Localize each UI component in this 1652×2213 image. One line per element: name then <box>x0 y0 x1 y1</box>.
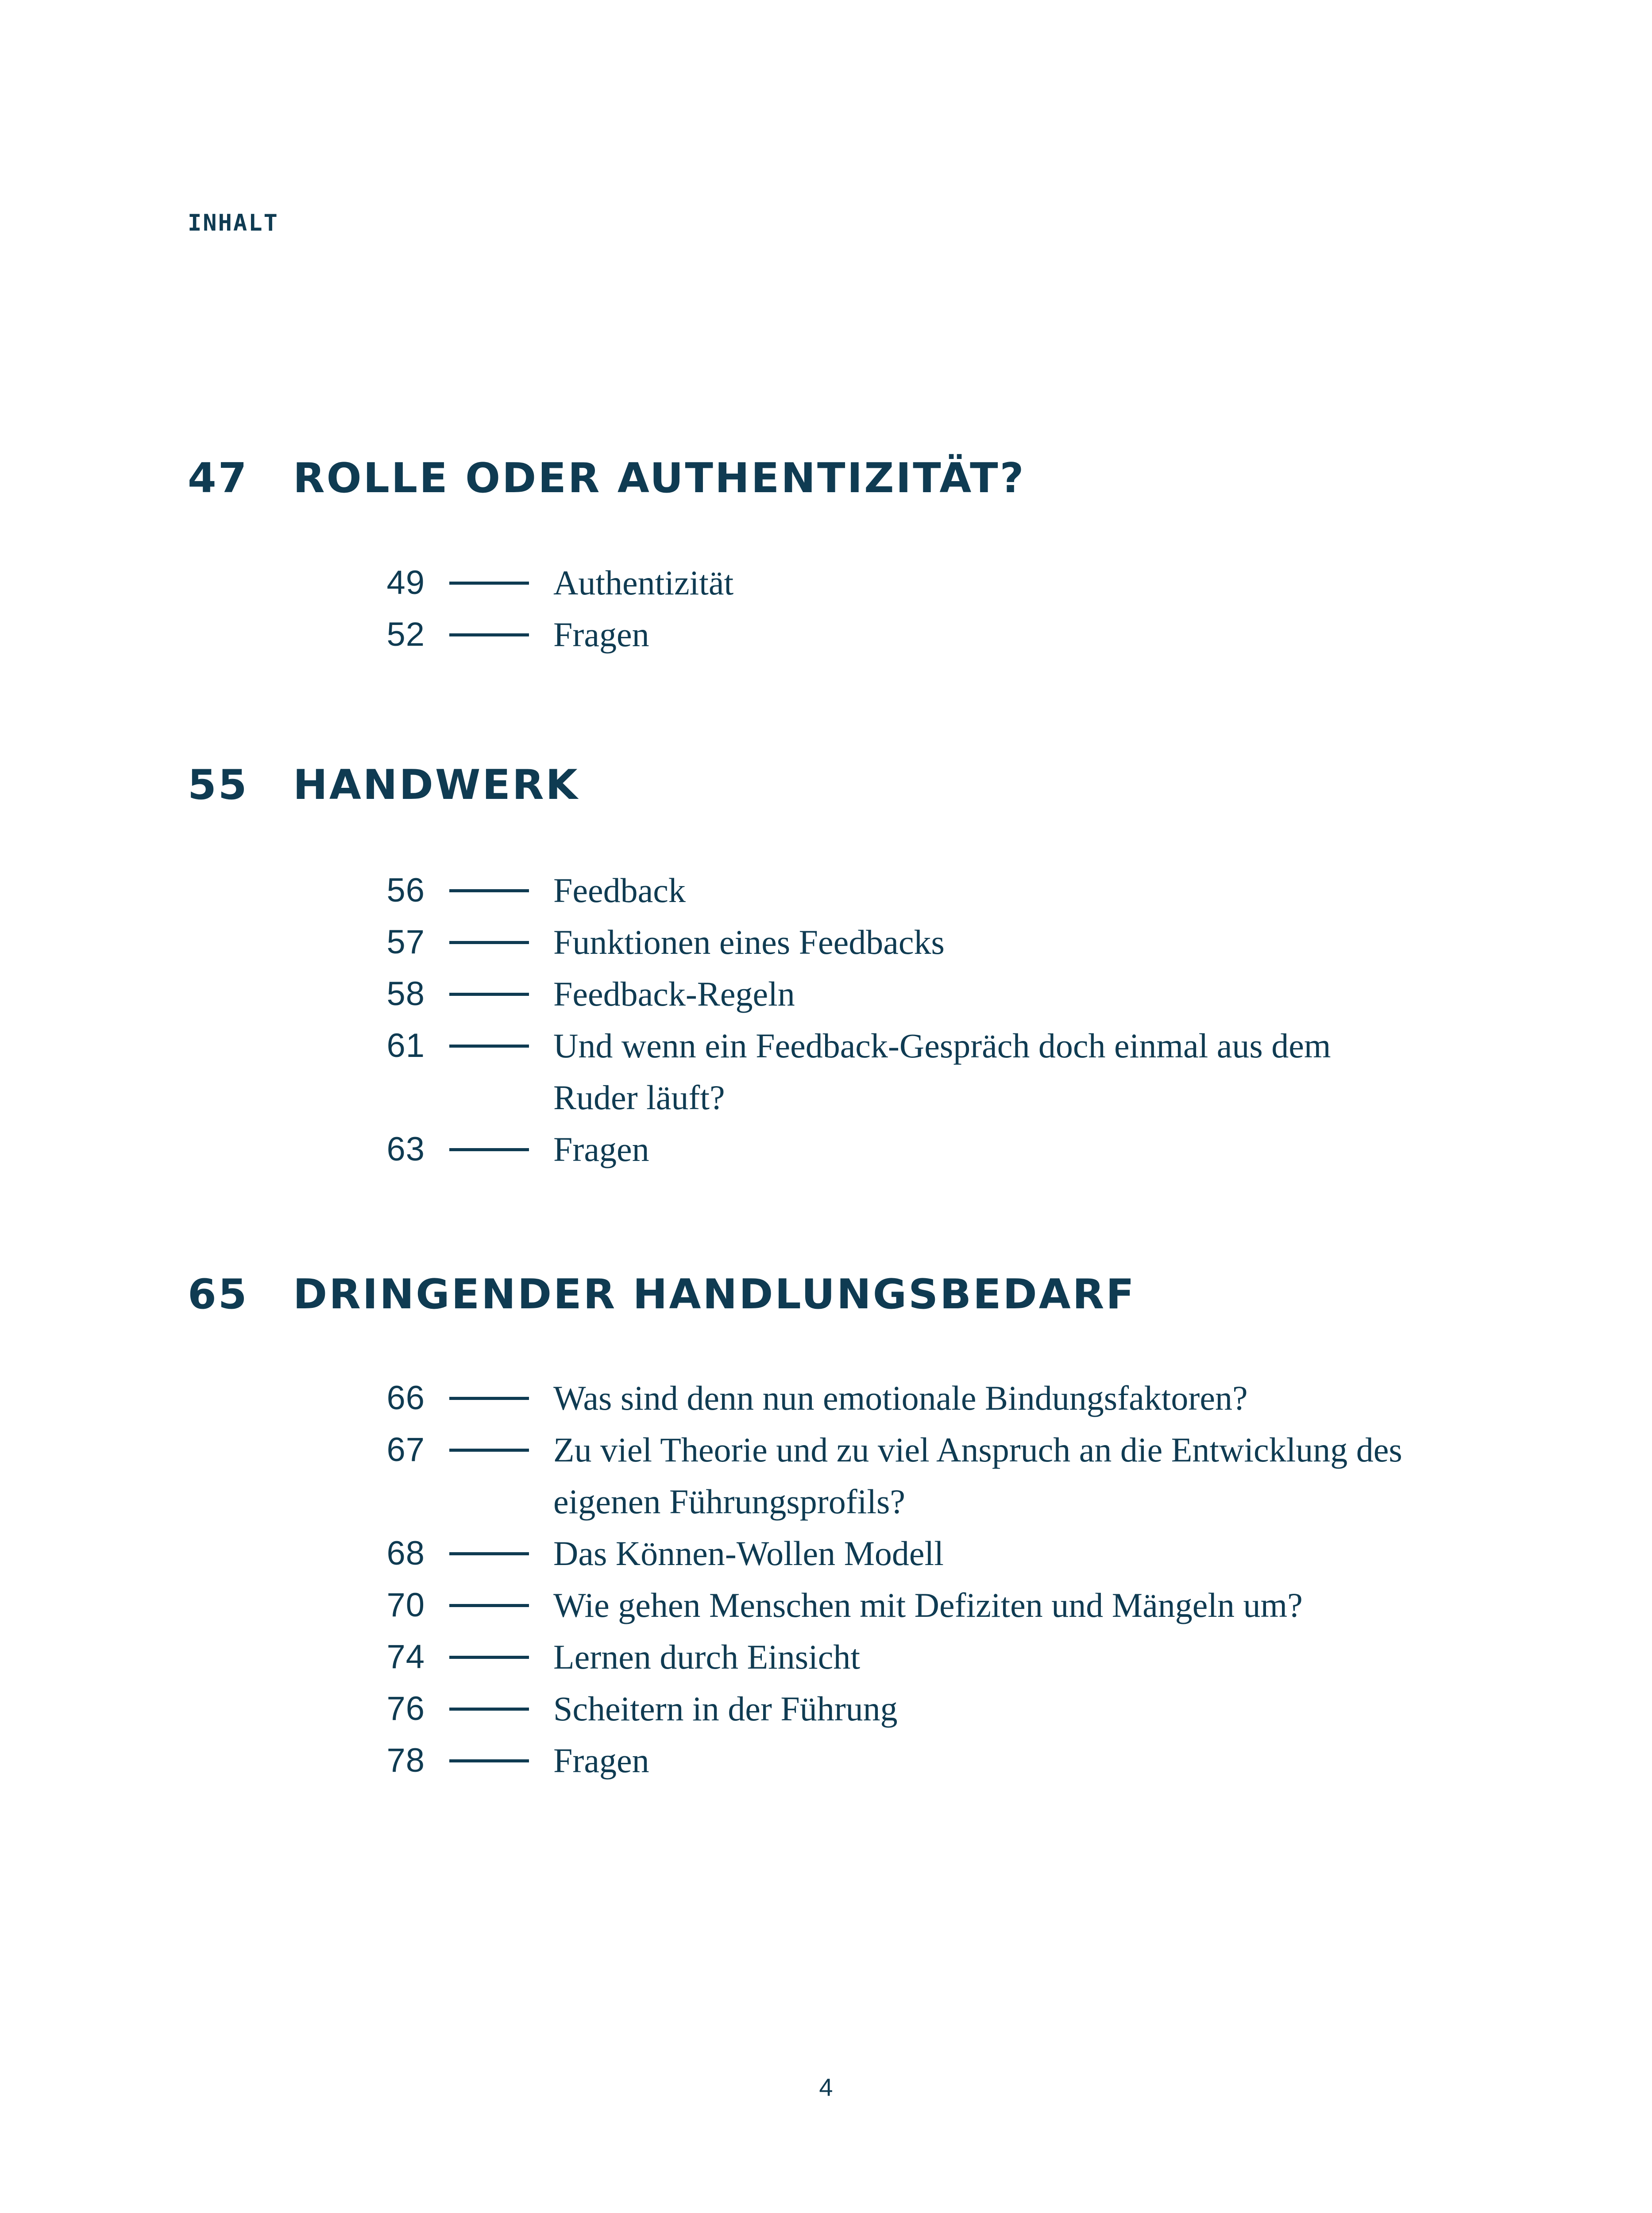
entry-title: Scheitern in der Führung <box>553 1689 898 1728</box>
toc-entry[interactable] <box>336 1123 1443 1175</box>
toc-entry[interactable] <box>336 1735 1443 1786</box>
entry-page-number: 78 <box>386 1742 425 1779</box>
entry-title: Das Können-Wollen Modell <box>553 1534 944 1573</box>
leader-rule <box>449 864 529 916</box>
entry-page-number: 67 <box>386 1431 425 1469</box>
entry-page-number: 66 <box>386 1379 425 1417</box>
entry-list <box>336 864 1443 1175</box>
leader-rule <box>449 1123 529 1175</box>
entry-page-number: 57 <box>386 923 425 961</box>
toc-entry[interactable] <box>336 1683 1443 1735</box>
section-title: HANDWERK <box>293 760 579 809</box>
leader-rule <box>449 1579 529 1631</box>
leader-rule <box>449 1020 529 1072</box>
leader-rule <box>449 1735 529 1786</box>
entry-title: Fragen <box>553 1130 649 1168</box>
leader-rule <box>449 557 529 609</box>
entry-page-number: 58 <box>386 975 425 1013</box>
entry-title: Funktionen eines Feedbacks <box>553 923 945 961</box>
leader-rule <box>449 1631 529 1683</box>
toc-entry[interactable] <box>336 1424 1443 1527</box>
section-title: ROLLE ODER AUTHENTIZITÄT? <box>293 454 1026 502</box>
entry-list <box>336 1372 1443 1786</box>
entry-page-number: 68 <box>386 1534 425 1572</box>
entry-title: Wie gehen Menschen mit Defiziten und Mängeln um? <box>553 1586 1303 1624</box>
page-number: 4 <box>819 2073 833 2101</box>
entry-page-number: 56 <box>386 871 425 909</box>
toc-entry[interactable] <box>336 609 1443 660</box>
entry-list <box>336 557 1443 660</box>
section-page-number: 55 <box>188 760 249 809</box>
leader-rule <box>449 1372 529 1424</box>
entry-title: Was sind denn nun emotionale Bindungsfaktoren? <box>553 1379 1248 1417</box>
entry-title: Lernen durch Einsicht <box>553 1638 861 1676</box>
toc-entry[interactable] <box>336 1372 1443 1424</box>
leader-rule <box>449 1683 529 1735</box>
section-title: DRINGENDER HANDLUNGSBEDARF <box>293 1270 1136 1318</box>
section-heading <box>188 1268 1136 1321</box>
section-page-number: 47 <box>188 454 249 502</box>
section-heading <box>188 451 1026 505</box>
entry-page-number: 76 <box>386 1690 425 1727</box>
entry-page-number: 63 <box>386 1130 425 1168</box>
running-head: INHALT <box>188 210 279 236</box>
entry-page-number: 61 <box>386 1027 425 1064</box>
toc-entry[interactable] <box>336 864 1443 916</box>
toc-entry[interactable] <box>336 1579 1443 1631</box>
entry-title: Fragen <box>553 615 649 654</box>
leader-rule <box>449 1527 529 1579</box>
toc-entry[interactable] <box>336 916 1443 968</box>
leader-rule <box>449 609 529 660</box>
entry-page-number: 74 <box>386 1638 425 1676</box>
entry-page-number: 52 <box>386 616 425 653</box>
entry-title: Und wenn ein Feedback-Gespräch doch einmal aus dem Ruder läuft? <box>553 1026 1331 1117</box>
toc-entry[interactable] <box>336 1020 1443 1123</box>
toc-entry[interactable] <box>336 557 1443 609</box>
toc-entry[interactable] <box>336 1527 1443 1579</box>
leader-rule <box>449 968 529 1020</box>
entry-title: Zu viel Theorie und zu viel Anspruch an die Entwicklung des eigenen Führungsprofils? <box>553 1430 1402 1521</box>
entry-title: Authentizität <box>553 563 734 602</box>
section-page-number: 65 <box>188 1270 249 1318</box>
leader-rule <box>449 1424 529 1476</box>
leader-rule <box>449 916 529 968</box>
entry-page-number: 70 <box>386 1586 425 1624</box>
section-heading <box>188 758 579 811</box>
entry-title: Feedback <box>553 871 686 910</box>
toc-entry[interactable] <box>336 968 1443 1020</box>
entry-title: Fragen <box>553 1741 649 1780</box>
entry-page-number: 49 <box>386 564 425 601</box>
entry-title: Feedback-Regeln <box>553 975 795 1013</box>
toc-entry[interactable] <box>336 1631 1443 1683</box>
